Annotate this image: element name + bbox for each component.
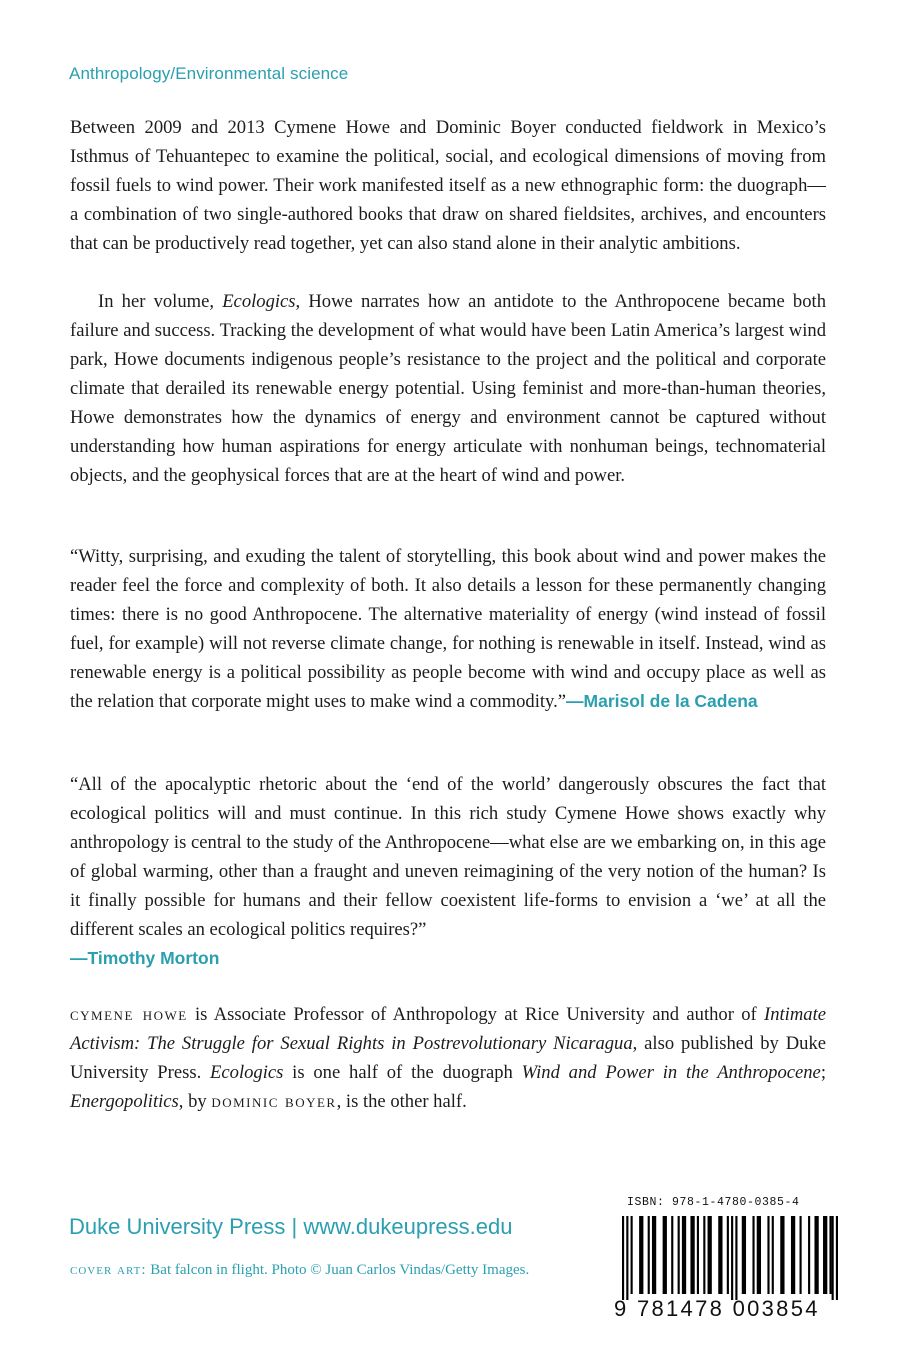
publisher-line: Duke University Press | www.dukeupress.edu (69, 1214, 513, 1239)
blurb-1 (70, 542, 826, 716)
category-label: Anthropology/Environmental science (69, 64, 349, 83)
bio-series-title: Wind and Power in the Anthropocene (521, 1062, 821, 1083)
barcode-bar (742, 1216, 746, 1294)
bio-text-5: , by (178, 1091, 212, 1112)
barcode-bar (780, 1216, 784, 1294)
barcode-bar (823, 1216, 827, 1294)
p2-rest: , Howe narrates how an antidote to the Anthropocene became both failure and success. Tracking the development of what would have been Latin America’s largest wind park, Howe documents indigenous people’s resistance to the project and the political and corporate climate that derailed its renewable energy potential. Using feminist and more-than-human theories, Howe demonstrates how the dynamics of energy and environment cannot be captured without understanding how human aspirations for energy articulate with nonhuman beings, technomaterial objects, and the geophysical forces that are at the heart of wind and power. (70, 291, 826, 486)
isbn-label: ISBN: 978-1-4780-0385-4 (627, 1196, 800, 1209)
barcode-bar (631, 1216, 633, 1294)
bio-text-3: is one half of the duograph (283, 1062, 522, 1083)
barcode-bar (836, 1216, 838, 1300)
barcode-bar (808, 1216, 810, 1294)
barcode-bar (731, 1216, 733, 1300)
barcode-bar (829, 1216, 831, 1294)
p2-lead: In her volume, (98, 291, 223, 312)
barcode-bar (757, 1216, 761, 1294)
barcode-bar (791, 1216, 795, 1294)
blurb-2 (70, 770, 826, 973)
blurb-2-text: “All of the apocalyptic rhetoric about the ‘end of the world’ dangerously obscures the fact that ecological politics will and must continue. In this rich study Cymene Howe shows exactly why anthropology is central to the study of the Anthropocene—what else are we embarking on, in this age of global warming, other than a fraught and uneven reimagining of the very notion of the human? Is it finally possible for humans and their fellow coexistent life-forms to envision a ‘we’ at all the different scales an ecological politics requires?” (70, 774, 826, 940)
barcode-bar (832, 1216, 834, 1300)
bio-companion-title: Energopolitics (70, 1091, 179, 1112)
barcode-bar (708, 1216, 712, 1294)
description-paragraph-1: Between 2009 and 2013 Cymene Howe and Dominic Boyer conducted fieldwork in Mexico’s Isthmus of Tehuantepec to examine the political, social, and ecological dimensions of moving from fossil fuels to wind power. Their work manifested itself as a new ethnographic form: the duograph—a combination of two single-authored books that draw on shared fieldsites, archives, and encounters that can be productively read together, yet can also stand alone in their analytic ambitions. (70, 117, 826, 254)
bio-text-6: , is the other half. (336, 1091, 467, 1112)
barcode-bar (718, 1216, 722, 1294)
barcode-bar (682, 1216, 686, 1294)
barcode-bar (652, 1216, 656, 1294)
blurb-1-text: “Witty, surprising, and exuding the talent of storytelling, this book about wind and power makes the reader feel the force and complexity of both. It also details a lesson for these permanently changing times: there is no good Anthropocene. The alternative materiality of energy (wind instead of fossil fuel, for example) will not reverse climate change, for nothing is renewable in itself. Instead, wind as renewable energy is a political possibility as people become with wind and occupy place as well as the relation that corporate might uses to make wind a commodity.” (70, 546, 826, 712)
bio-book-title: Intimate Activism: The Struggle for Sexual Rights in Postrevolutionary Nicaragua (70, 1004, 826, 1054)
bio-companion-author: dominic boyer (211, 1091, 337, 1112)
cover-art-label: cover art: (70, 1262, 147, 1278)
description-paragraph-2 (70, 287, 826, 490)
barcode-bar (671, 1216, 673, 1294)
barcode-bar (767, 1216, 769, 1294)
barcode-bar (697, 1216, 699, 1294)
cover-art-text: Bat falcon in flight. Photo © Juan Carlos Vindas/Getty Images. (146, 1262, 530, 1278)
barcode-bar (648, 1216, 650, 1294)
barcode-bar (639, 1216, 643, 1294)
barcode-bar (703, 1216, 705, 1294)
cover-art-credit (70, 1262, 529, 1279)
barcode-digits: 9 781478 003854 (614, 1296, 820, 1321)
bio-text-2: , also published by Duke University Press. (70, 1033, 826, 1083)
blurb-2-author: —Timothy Morton (70, 948, 220, 968)
blurb-1-author: —Marisol de la Cadena (566, 691, 758, 711)
barcode-bar (626, 1216, 628, 1300)
barcode-bar (727, 1216, 729, 1294)
bio-volume-title: Ecologics (210, 1062, 284, 1083)
p2-title: Ecologics (222, 291, 296, 312)
barcode-bar (735, 1216, 737, 1300)
author-bio (70, 1000, 826, 1116)
barcode-bar (772, 1216, 774, 1294)
barcode-bar (800, 1216, 802, 1294)
bio-text-4: ; (820, 1062, 826, 1083)
bio-author-name: cymene howe (70, 1004, 188, 1025)
bio-text-1: is Associate Professor of Anthropology at Rice University and author of (187, 1004, 765, 1025)
barcode-bar (752, 1216, 754, 1294)
barcode-bar (690, 1216, 694, 1294)
barcode-bar (678, 1216, 680, 1294)
barcode-bar (814, 1216, 818, 1294)
barcode-bar (663, 1216, 667, 1294)
barcode (622, 1216, 838, 1300)
barcode-bar (622, 1216, 624, 1300)
